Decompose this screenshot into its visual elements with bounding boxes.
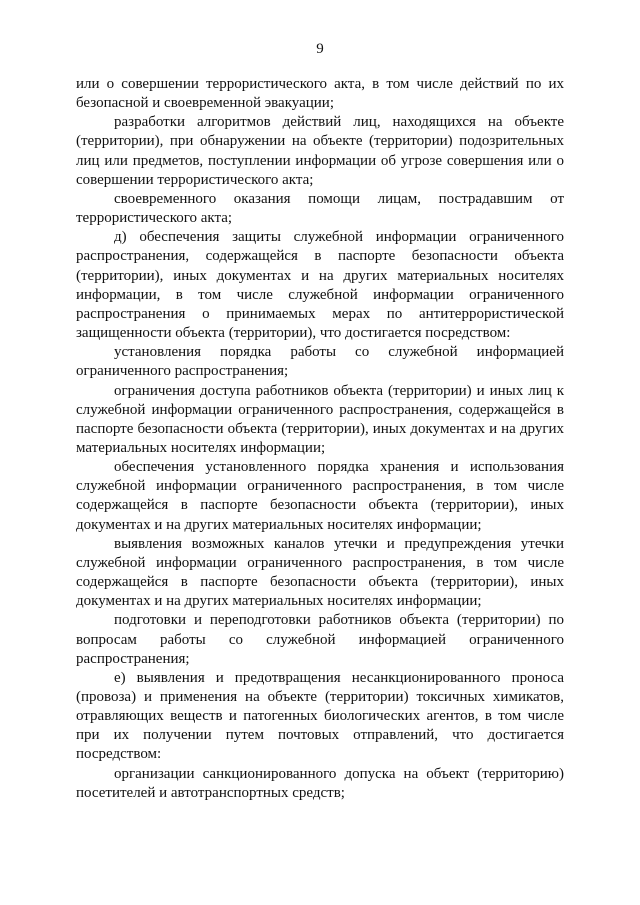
paragraph-5: установления порядка работы со служебной информацией ограниченного распространения; [76,344,564,380]
document-body [76,75,564,803]
paragraph-1: или о совершении террористического акта, в том числе действий по их безопасной и своевременной эвакуации; [76,76,564,112]
paragraph-6: ограничения доступа работников объекта (территории) и иных лиц к служебной информации ограниченного распространения, содержащейся в паспорте безопасности объекта (территории), иных документах и на других материальных носителях информации; [76,382,564,456]
paragraph-2: разработки алгоритмов действий лиц, находящихся на объекте (территории), при обнаружении на объекте (территории) подозрительных лиц или предметов, поступлении информации об угрозе совершения или о совершении террористического акта; [76,114,564,188]
paragraph-11: организации санкционированного допуска на объект (территорию) посетителей и автотранспортных средств; [76,765,564,801]
paragraph-8: выявления возможных каналов утечки и предупреждения утечки служебной информации ограниченного распространения, в том числе содержащейся в паспорте безопасности объекта (территории), иных документах и на других материальных носителях информации; [76,535,564,610]
paragraph-9: подготовки и переподготовки работников объекта (территории) по вопросам работы со служебной информацией ограниченного распространения; [76,612,564,667]
page-number: 9 [316,41,324,57]
paragraph-7: обеспечения установленного порядка хранения и использования служебной информации ограниченного распространения, в том числе содержащейся в паспорте безопасности объекта (территории), иных документах и на других материальных носителях информации; [76,459,564,533]
paragraph-3: своевременного оказания помощи лицам, пострадавшим от террористического акта; [76,190,564,227]
paragraph-4: д) обеспечения защиты служебной информации ограниченного распространения, содержащейся в паспорте безопасности объекта (территории), иных документах и на других материальных носителях информации, в том числе служебной информации ограниченного распространения о принимаемых мерах по антитеррористической защищенности объекта (территории), что достигается посредством: [76,229,564,342]
paragraph-10: е) выявления и предотвращения несанкционированного проноса (провоза) и применения на объекте (территории) токсичных химикатов, отравляющих веществ и патогенных биологических агентов, в том числе при их получении путем почтовых отправлений, что достигается посредством: [76,669,564,763]
